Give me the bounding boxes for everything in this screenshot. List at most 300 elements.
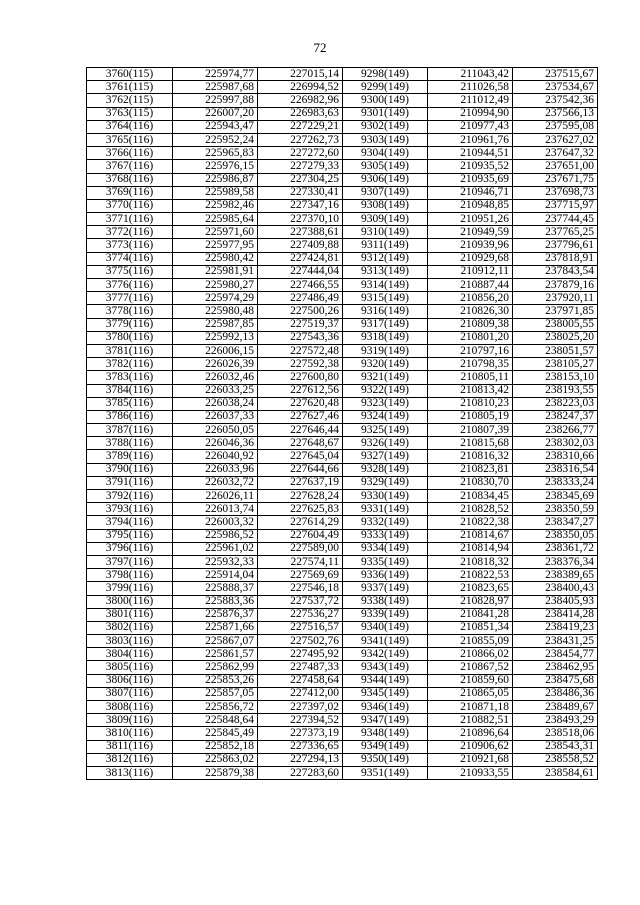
table-cell: 9331(149) bbox=[343, 503, 428, 516]
table-cell: 227262,73 bbox=[258, 133, 343, 146]
table-cell: 226050,05 bbox=[173, 424, 258, 437]
table-cell: 227347,16 bbox=[258, 199, 343, 212]
table-cell: 9309(149) bbox=[343, 213, 428, 226]
table-cell: 226046,36 bbox=[173, 437, 258, 450]
table-cell: 210807,39 bbox=[428, 424, 513, 437]
table-cell: 227646,44 bbox=[258, 424, 343, 437]
table-cell: 227373,19 bbox=[258, 727, 343, 740]
table-row bbox=[87, 147, 598, 160]
table-row bbox=[87, 318, 598, 331]
table-cell: 237542,36 bbox=[513, 94, 598, 107]
table-cell: 227645,04 bbox=[258, 450, 343, 463]
table-cell: 210809,38 bbox=[428, 318, 513, 331]
table-cell: 9341(149) bbox=[343, 635, 428, 648]
table-cell: 3808(116) bbox=[87, 701, 173, 714]
table-cell: 237627,02 bbox=[513, 133, 598, 146]
table-cell: 225861,57 bbox=[173, 648, 258, 661]
table-cell: 237534,67 bbox=[513, 81, 598, 94]
table-cell: 210939,96 bbox=[428, 239, 513, 252]
table-cell: 238333,24 bbox=[513, 476, 598, 489]
table-cell: 210816,32 bbox=[428, 450, 513, 463]
table-cell: 227424,81 bbox=[258, 252, 343, 265]
table-cell: 238489,67 bbox=[513, 701, 598, 714]
table-row bbox=[87, 94, 598, 107]
table-row bbox=[87, 371, 598, 384]
table-cell: 210826,30 bbox=[428, 305, 513, 318]
table-cell: 9315(149) bbox=[343, 292, 428, 305]
table-cell: 227500,26 bbox=[258, 305, 343, 318]
table-row bbox=[87, 674, 598, 687]
table-cell: 238345,69 bbox=[513, 490, 598, 503]
table-cell: 210865,05 bbox=[428, 687, 513, 700]
table-cell: 3789(116) bbox=[87, 450, 173, 463]
table-cell: 238405,93 bbox=[513, 595, 598, 608]
table-cell: 3769(116) bbox=[87, 186, 173, 199]
table-row bbox=[87, 265, 598, 278]
table-row bbox=[87, 476, 598, 489]
table-cell: 238302,03 bbox=[513, 437, 598, 450]
table-cell: 238389,65 bbox=[513, 569, 598, 582]
table-cell: 226026,11 bbox=[173, 490, 258, 503]
table-cell: 210822,53 bbox=[428, 569, 513, 582]
table-cell: 225879,38 bbox=[173, 766, 258, 779]
table-cell: 227536,27 bbox=[258, 608, 343, 621]
table-cell: 3772(116) bbox=[87, 226, 173, 239]
table-cell: 9317(149) bbox=[343, 318, 428, 331]
table-cell: 210834,45 bbox=[428, 490, 513, 503]
table-cell: 3797(116) bbox=[87, 555, 173, 568]
table-cell: 9326(149) bbox=[343, 437, 428, 450]
table-cell: 9324(149) bbox=[343, 410, 428, 423]
table-cell: 227409,88 bbox=[258, 239, 343, 252]
table-cell: 9345(149) bbox=[343, 687, 428, 700]
table-cell: 227397,02 bbox=[258, 701, 343, 714]
table-cell: 9322(149) bbox=[343, 384, 428, 397]
table-cell: 225981,91 bbox=[173, 265, 258, 278]
table-cell: 238223,03 bbox=[513, 397, 598, 410]
table-row bbox=[87, 239, 598, 252]
table-row bbox=[87, 595, 598, 608]
table-cell: 238193,55 bbox=[513, 384, 598, 397]
table-cell: 238347,27 bbox=[513, 516, 598, 529]
table-cell: 210814,94 bbox=[428, 542, 513, 555]
table-cell: 227294,13 bbox=[258, 753, 343, 766]
table-cell: 9342(149) bbox=[343, 648, 428, 661]
table-cell: 9344(149) bbox=[343, 674, 428, 687]
table-cell: 9320(149) bbox=[343, 358, 428, 371]
table-cell: 237651,00 bbox=[513, 160, 598, 173]
table-cell: 210805,11 bbox=[428, 371, 513, 384]
table-cell: 237920,11 bbox=[513, 292, 598, 305]
table-cell: 210866,02 bbox=[428, 648, 513, 661]
table-cell: 225980,48 bbox=[173, 305, 258, 318]
table-cell: 210977,43 bbox=[428, 120, 513, 133]
table-cell: 3766(116) bbox=[87, 147, 173, 160]
table-cell: 210851,34 bbox=[428, 621, 513, 634]
table-cell: 225987,85 bbox=[173, 318, 258, 331]
table-cell: 227628,24 bbox=[258, 490, 343, 503]
table-cell: 225932,33 bbox=[173, 555, 258, 568]
table-cell: 3779(116) bbox=[87, 318, 173, 331]
table-cell: 210801,20 bbox=[428, 331, 513, 344]
table-cell: 227486,49 bbox=[258, 292, 343, 305]
table-cell: 210929,68 bbox=[428, 252, 513, 265]
table-row bbox=[87, 635, 598, 648]
table-cell: 9333(149) bbox=[343, 529, 428, 542]
table-cell: 9347(149) bbox=[343, 714, 428, 727]
table-cell: 210814,67 bbox=[428, 529, 513, 542]
table-cell: 9350(149) bbox=[343, 753, 428, 766]
table-cell: 225976,15 bbox=[173, 160, 258, 173]
table-cell: 225974,77 bbox=[173, 68, 258, 81]
table-cell: 225857,05 bbox=[173, 687, 258, 700]
table-row bbox=[87, 186, 598, 199]
table-cell: 237765,25 bbox=[513, 226, 598, 239]
table-row bbox=[87, 384, 598, 397]
table-row bbox=[87, 740, 598, 753]
table-cell: 227015,14 bbox=[258, 68, 343, 81]
table-cell: 210815,68 bbox=[428, 437, 513, 450]
table-cell: 227648,67 bbox=[258, 437, 343, 450]
table-cell: 210810,23 bbox=[428, 397, 513, 410]
table-cell: 238414,28 bbox=[513, 608, 598, 621]
table-cell: 227487,33 bbox=[258, 661, 343, 674]
page-number: 72 bbox=[313, 40, 327, 55]
table-cell: 226033,25 bbox=[173, 384, 258, 397]
table-row bbox=[87, 516, 598, 529]
table-cell: 3771(116) bbox=[87, 213, 173, 226]
table-cell: 238247,37 bbox=[513, 410, 598, 423]
table-cell: 3812(116) bbox=[87, 753, 173, 766]
table-row bbox=[87, 569, 598, 582]
table-cell: 3782(116) bbox=[87, 358, 173, 371]
table-cell: 227229,21 bbox=[258, 120, 343, 133]
table-cell: 210948,85 bbox=[428, 199, 513, 212]
table-cell: 225852,18 bbox=[173, 740, 258, 753]
table-cell: 225974,29 bbox=[173, 292, 258, 305]
table-cell: 210823,65 bbox=[428, 582, 513, 595]
table-cell: 225986,52 bbox=[173, 529, 258, 542]
table-cell: 3795(116) bbox=[87, 529, 173, 542]
table-cell: 227458,64 bbox=[258, 674, 343, 687]
table-cell: 210818,32 bbox=[428, 555, 513, 568]
table-cell: 225856,72 bbox=[173, 701, 258, 714]
table-row bbox=[87, 331, 598, 344]
table-cell: 226994,52 bbox=[258, 81, 343, 94]
table-cell: 238361,72 bbox=[513, 542, 598, 555]
table-row bbox=[87, 199, 598, 212]
table-cell: 227502,76 bbox=[258, 635, 343, 648]
table-cell: 237566,13 bbox=[513, 107, 598, 120]
table-cell: 225997,88 bbox=[173, 94, 258, 107]
table-cell: 3810(116) bbox=[87, 727, 173, 740]
table-cell: 9334(149) bbox=[343, 542, 428, 555]
table-cell: 227272,60 bbox=[258, 147, 343, 160]
table-cell: 9313(149) bbox=[343, 265, 428, 278]
table-cell: 227572,48 bbox=[258, 344, 343, 357]
table-cell: 227546,18 bbox=[258, 582, 343, 595]
table-row bbox=[87, 358, 598, 371]
table-cell: 238543,31 bbox=[513, 740, 598, 753]
table-cell: 210887,44 bbox=[428, 279, 513, 292]
table-row bbox=[87, 753, 598, 766]
table-cell: 210933,55 bbox=[428, 766, 513, 779]
table-cell: 3791(116) bbox=[87, 476, 173, 489]
table-row bbox=[87, 107, 598, 120]
table-cell: 3790(116) bbox=[87, 463, 173, 476]
table-cell: 227516,57 bbox=[258, 621, 343, 634]
table-cell: 225914,04 bbox=[173, 569, 258, 582]
table-cell: 238486,36 bbox=[513, 687, 598, 700]
table-cell: 226026,39 bbox=[173, 358, 258, 371]
table-cell: 9312(149) bbox=[343, 252, 428, 265]
table-cell: 3801(116) bbox=[87, 608, 173, 621]
table-cell: 210951,26 bbox=[428, 213, 513, 226]
table-cell: 9338(149) bbox=[343, 595, 428, 608]
table-row bbox=[87, 68, 598, 81]
table-cell: 227283,60 bbox=[258, 766, 343, 779]
table-cell: 226006,15 bbox=[173, 344, 258, 357]
table-cell: 225883,36 bbox=[173, 595, 258, 608]
table-cell: 9336(149) bbox=[343, 569, 428, 582]
table-cell: 9311(149) bbox=[343, 239, 428, 252]
table-cell: 238400,43 bbox=[513, 582, 598, 595]
table-row bbox=[87, 621, 598, 634]
table-cell: 3762(115) bbox=[87, 94, 173, 107]
table-cell: 9321(149) bbox=[343, 371, 428, 384]
table-cell: 227620,48 bbox=[258, 397, 343, 410]
table-cell: 238310,66 bbox=[513, 450, 598, 463]
table-row bbox=[87, 292, 598, 305]
table-cell: 237515,67 bbox=[513, 68, 598, 81]
table-cell: 210906,62 bbox=[428, 740, 513, 753]
table-cell: 238105,27 bbox=[513, 358, 598, 371]
table-row bbox=[87, 608, 598, 621]
table-cell: 3794(116) bbox=[87, 516, 173, 529]
table-cell: 210830,70 bbox=[428, 476, 513, 489]
table-cell: 9299(149) bbox=[343, 81, 428, 94]
table-cell: 3783(116) bbox=[87, 371, 173, 384]
table-cell: 9301(149) bbox=[343, 107, 428, 120]
table-cell: 225986,87 bbox=[173, 173, 258, 186]
table-cell: 225867,07 bbox=[173, 635, 258, 648]
table-row bbox=[87, 160, 598, 173]
table-cell: 227574,11 bbox=[258, 555, 343, 568]
table-row bbox=[87, 714, 598, 727]
table-cell: 225876,37 bbox=[173, 608, 258, 621]
table-cell: 238266,77 bbox=[513, 424, 598, 437]
table-cell: 9340(149) bbox=[343, 621, 428, 634]
table-cell: 238462,95 bbox=[513, 661, 598, 674]
table-cell: 226013,74 bbox=[173, 503, 258, 516]
table-cell: 210859,60 bbox=[428, 674, 513, 687]
table-cell: 225980,27 bbox=[173, 279, 258, 292]
table-cell: 210797,16 bbox=[428, 344, 513, 357]
table-cell: 238431,25 bbox=[513, 635, 598, 648]
table-cell: 226003,32 bbox=[173, 516, 258, 529]
table-cell: 210813,42 bbox=[428, 384, 513, 397]
table-cell: 211012,49 bbox=[428, 94, 513, 107]
table-cell: 226037,33 bbox=[173, 410, 258, 423]
table-cell: 3781(116) bbox=[87, 344, 173, 357]
table-cell: 9335(149) bbox=[343, 555, 428, 568]
table-cell: 225985,64 bbox=[173, 213, 258, 226]
table-cell: 210994,90 bbox=[428, 107, 513, 120]
table-row bbox=[87, 582, 598, 595]
table-cell: 227304,25 bbox=[258, 173, 343, 186]
table-cell: 9339(149) bbox=[343, 608, 428, 621]
table-cell: 226032,46 bbox=[173, 371, 258, 384]
table-cell: 3773(116) bbox=[87, 239, 173, 252]
table-row bbox=[87, 133, 598, 146]
coordinates-table-body bbox=[87, 68, 598, 780]
table-cell: 3778(116) bbox=[87, 305, 173, 318]
table-cell: 226983,63 bbox=[258, 107, 343, 120]
table-cell: 3807(116) bbox=[87, 687, 173, 700]
table-cell: 9337(149) bbox=[343, 582, 428, 595]
table-cell: 9346(149) bbox=[343, 701, 428, 714]
table-cell: 210871,18 bbox=[428, 701, 513, 714]
table-row bbox=[87, 226, 598, 239]
table-cell: 210805,19 bbox=[428, 410, 513, 423]
table-row bbox=[87, 648, 598, 661]
coordinates-table bbox=[86, 67, 598, 780]
table-cell: 9300(149) bbox=[343, 94, 428, 107]
table-cell: 238584,61 bbox=[513, 766, 598, 779]
table-cell: 210912,11 bbox=[428, 265, 513, 278]
table-cell: 225853,26 bbox=[173, 674, 258, 687]
table-cell: 227589,00 bbox=[258, 542, 343, 555]
table-cell: 210935,52 bbox=[428, 160, 513, 173]
table-cell: 237843,54 bbox=[513, 265, 598, 278]
table-cell: 3777(116) bbox=[87, 292, 173, 305]
table-cell: 227600,80 bbox=[258, 371, 343, 384]
table-cell: 237744,45 bbox=[513, 213, 598, 226]
table-cell: 210798,35 bbox=[428, 358, 513, 371]
table-cell: 238475,68 bbox=[513, 674, 598, 687]
table-cell: 9305(149) bbox=[343, 160, 428, 173]
table-cell: 238350,05 bbox=[513, 529, 598, 542]
table-cell: 238005,55 bbox=[513, 318, 598, 331]
table-cell: 227637,19 bbox=[258, 476, 343, 489]
table-cell: 9307(149) bbox=[343, 186, 428, 199]
table-cell: 225989,58 bbox=[173, 186, 258, 199]
table-cell: 225862,99 bbox=[173, 661, 258, 674]
table-cell: 226032,72 bbox=[173, 476, 258, 489]
table-cell: 9329(149) bbox=[343, 476, 428, 489]
table-row bbox=[87, 81, 598, 94]
table-cell: 227466,55 bbox=[258, 279, 343, 292]
table-row bbox=[87, 120, 598, 133]
table-cell: 3813(116) bbox=[87, 766, 173, 779]
table-cell: 225977,95 bbox=[173, 239, 258, 252]
table-cell: 227388,61 bbox=[258, 226, 343, 239]
table-cell: 226982,96 bbox=[258, 94, 343, 107]
table-row bbox=[87, 701, 598, 714]
table-cell: 9349(149) bbox=[343, 740, 428, 753]
table-cell: 238558,52 bbox=[513, 753, 598, 766]
table-cell: 3776(116) bbox=[87, 279, 173, 292]
table-cell: 238316,54 bbox=[513, 463, 598, 476]
table-cell: 3806(116) bbox=[87, 674, 173, 687]
table-cell: 3767(116) bbox=[87, 160, 173, 173]
table-cell: 9323(149) bbox=[343, 397, 428, 410]
table-row bbox=[87, 687, 598, 700]
table-cell: 210944,51 bbox=[428, 147, 513, 160]
table-row bbox=[87, 555, 598, 568]
table-cell: 3800(116) bbox=[87, 595, 173, 608]
table-cell: 225965,83 bbox=[173, 147, 258, 160]
table-cell: 227537,72 bbox=[258, 595, 343, 608]
table-cell: 3770(116) bbox=[87, 199, 173, 212]
table-cell: 225943,47 bbox=[173, 120, 258, 133]
table-row bbox=[87, 450, 598, 463]
table-row bbox=[87, 437, 598, 450]
table-cell: 237796,61 bbox=[513, 239, 598, 252]
table-cell: 227592,38 bbox=[258, 358, 343, 371]
table-cell: 226040,92 bbox=[173, 450, 258, 463]
table-cell: 227444,04 bbox=[258, 265, 343, 278]
table-cell: 238350,59 bbox=[513, 503, 598, 516]
table-row bbox=[87, 727, 598, 740]
table-cell: 238051,57 bbox=[513, 344, 598, 357]
table-cell: 226038,24 bbox=[173, 397, 258, 410]
table-row bbox=[87, 661, 598, 674]
table-cell: 210828,97 bbox=[428, 595, 513, 608]
table-cell: 237698,73 bbox=[513, 186, 598, 199]
table-cell: 227495,92 bbox=[258, 648, 343, 661]
table-cell: 238025,20 bbox=[513, 331, 598, 344]
table-cell: 3805(116) bbox=[87, 661, 173, 674]
table-cell: 237879,16 bbox=[513, 279, 598, 292]
table-cell: 9319(149) bbox=[343, 344, 428, 357]
table-cell: 3774(116) bbox=[87, 252, 173, 265]
table-cell: 210867,52 bbox=[428, 661, 513, 674]
table-cell: 210855,09 bbox=[428, 635, 513, 648]
table-row bbox=[87, 410, 598, 423]
table-cell: 3799(116) bbox=[87, 582, 173, 595]
table-row bbox=[87, 305, 598, 318]
table-cell: 3793(116) bbox=[87, 503, 173, 516]
table-cell: 225845,49 bbox=[173, 727, 258, 740]
table-cell: 225980,42 bbox=[173, 252, 258, 265]
table-cell: 3802(116) bbox=[87, 621, 173, 634]
table-cell: 9306(149) bbox=[343, 173, 428, 186]
table-cell: 210882,51 bbox=[428, 714, 513, 727]
table-cell: 9330(149) bbox=[343, 490, 428, 503]
table-cell: 3786(116) bbox=[87, 410, 173, 423]
table-row bbox=[87, 542, 598, 555]
table-cell: 3760(115) bbox=[87, 68, 173, 81]
table-cell: 9298(149) bbox=[343, 68, 428, 81]
table-cell: 225863,02 bbox=[173, 753, 258, 766]
table-cell: 9303(149) bbox=[343, 133, 428, 146]
table-row bbox=[87, 213, 598, 226]
table-cell: 225961,02 bbox=[173, 542, 258, 555]
table-cell: 210896,64 bbox=[428, 727, 513, 740]
table-cell: 225871,66 bbox=[173, 621, 258, 634]
table-cell: 237595,08 bbox=[513, 120, 598, 133]
table-cell: 3804(116) bbox=[87, 648, 173, 661]
table-cell: 210946,71 bbox=[428, 186, 513, 199]
table-cell: 238376,34 bbox=[513, 555, 598, 568]
table-cell: 227370,10 bbox=[258, 213, 343, 226]
table-cell: 3792(116) bbox=[87, 490, 173, 503]
table-cell: 237647,32 bbox=[513, 147, 598, 160]
table-cell: 225982,46 bbox=[173, 199, 258, 212]
table-row bbox=[87, 529, 598, 542]
table-cell: 238153,10 bbox=[513, 371, 598, 384]
